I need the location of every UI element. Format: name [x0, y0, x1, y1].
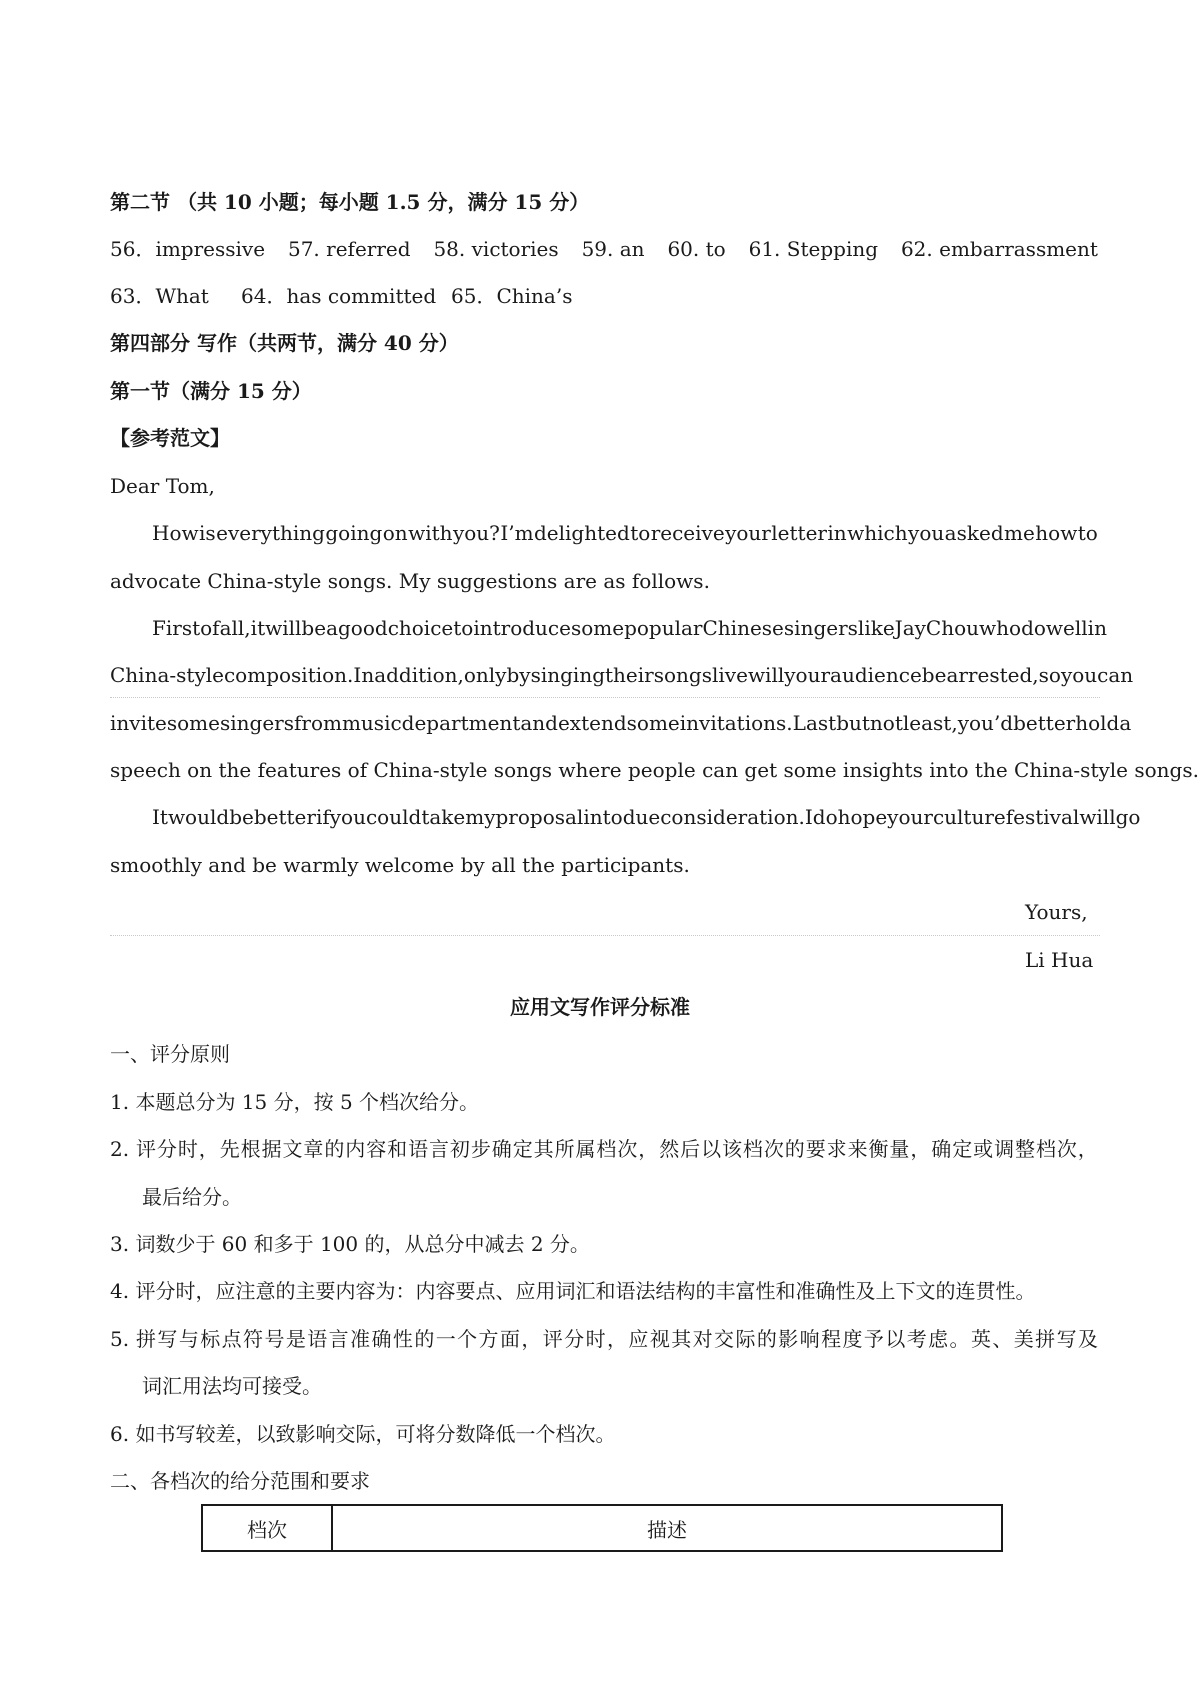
- word: well: [1045, 616, 1088, 640]
- word: who: [979, 616, 1022, 640]
- word: be: [229, 805, 254, 829]
- word: to: [1077, 521, 1098, 545]
- word: How: [152, 521, 199, 545]
- letter-p3-line2: smoothly and be warmly welcome by all the participants.: [110, 853, 690, 877]
- word: arrested,: [946, 663, 1039, 687]
- word: live: [712, 663, 748, 687]
- word: go: [1115, 805, 1141, 829]
- word: you: [1060, 663, 1098, 687]
- answer-61: 61. Stepping: [748, 237, 879, 261]
- word: you’d: [957, 711, 1014, 735]
- word: would: [167, 805, 230, 829]
- word: is: [199, 521, 216, 545]
- word: with: [408, 521, 453, 545]
- word: which: [847, 521, 908, 545]
- word: extend: [557, 711, 627, 735]
- word: consideration.: [660, 805, 805, 829]
- principle-item-5-number: 5.: [110, 1327, 130, 1351]
- answers-row-2: [110, 284, 572, 308]
- word: receive: [650, 521, 725, 545]
- answer-62: 62. embarrassment: [900, 237, 1098, 261]
- principle-item-6: 6. 如书写较差，以致影响交际，可将分数降低一个档次。: [110, 1422, 616, 1446]
- criteria-title: 应用文写作评分标准: [510, 995, 690, 1019]
- word: so: [1038, 663, 1061, 687]
- word: you: [329, 805, 366, 829]
- word: be: [921, 663, 947, 687]
- word: letter: [771, 521, 827, 545]
- word: into: [583, 805, 623, 829]
- letter-signature: Li Hua: [1025, 948, 1094, 972]
- answers-row-1: [110, 237, 1098, 261]
- table-header-description: 描述: [647, 1517, 687, 1542]
- dotted-divider-1: [110, 697, 1100, 698]
- word: some: [570, 616, 625, 640]
- word: better: [253, 805, 316, 829]
- word: songs: [653, 663, 712, 687]
- principle-item-2-line1: [110, 1137, 1098, 1161]
- letter-p2-line3: [110, 711, 1132, 735]
- word: will: [265, 616, 302, 640]
- word: do: [812, 805, 838, 829]
- word: due: [622, 805, 661, 829]
- word: singing: [530, 663, 606, 687]
- word: department: [401, 711, 521, 735]
- word: First: [152, 616, 201, 640]
- word: Jay: [894, 616, 926, 640]
- principle-item-3: 3. 词数少于 60 和多于 100 的，从总分中减去 2 分。: [110, 1232, 590, 1256]
- word: a: [1119, 711, 1132, 735]
- word: It: [152, 805, 168, 829]
- letter-p2-line4: speech on the features of China-style songs where people can get some insights into the China-style songs.: [110, 758, 1199, 782]
- word: not: [869, 711, 903, 735]
- word: introduce: [473, 616, 571, 640]
- word: good: [338, 616, 388, 640]
- word: hope: [837, 805, 888, 829]
- word: invite: [110, 711, 167, 735]
- word: a: [326, 616, 338, 640]
- word: from: [293, 711, 342, 735]
- word: Last: [792, 711, 837, 735]
- word: to: [453, 616, 474, 640]
- word: you?: [452, 521, 500, 545]
- letter-p2-line2: [110, 663, 1134, 687]
- score-table: [201, 1504, 1003, 1552]
- word: all,: [219, 616, 251, 640]
- answer-56: 56．impressive: [110, 237, 266, 261]
- answer-63: 63．What: [110, 284, 209, 308]
- part4-heading: 第四部分 写作（共两节，满分 40 分）: [110, 331, 459, 355]
- word: I: [804, 805, 813, 829]
- word: do: [1021, 616, 1046, 640]
- word: choice: [387, 616, 454, 640]
- word: China-style: [110, 663, 224, 687]
- letter-p1-line1: [152, 521, 1098, 545]
- answer-59: 59. an: [581, 237, 645, 261]
- word: you: [908, 521, 945, 545]
- word: asked: [944, 521, 1004, 545]
- word: on: [382, 521, 408, 545]
- answer-58: 58. victories: [433, 237, 559, 261]
- section2-heading: 第二节 （共 10 小题；每小题 1.5 分，满分 15 分）: [110, 190, 590, 214]
- word: festival: [1005, 805, 1080, 829]
- word: only: [463, 663, 507, 687]
- principle-item-4: 4. 评分时，应注意的主要内容为：内容要点、应用词汇和语法结构的丰富性和准确性及上下文的连贯性。: [110, 1279, 1036, 1303]
- word: your: [784, 663, 831, 687]
- word: some: [166, 711, 220, 735]
- principle-item-2-number: 2.: [110, 1137, 130, 1161]
- principle-item-5-line1: [110, 1327, 1098, 1351]
- word: to: [630, 521, 651, 545]
- principles-heading: 一、评分原则: [110, 1042, 230, 1066]
- word: my: [465, 805, 496, 829]
- word: their: [605, 663, 654, 687]
- letter-closing: Yours,: [1025, 900, 1088, 924]
- letter-p1-line2: advocate China-style songs. My suggestions are as follows.: [110, 569, 710, 593]
- answer-60: 60. to: [667, 237, 726, 261]
- word: music: [341, 711, 402, 735]
- word: of: [200, 616, 220, 640]
- word: in: [1087, 616, 1107, 640]
- answer-64: 64．has committed: [241, 284, 437, 308]
- word: proposal: [495, 805, 584, 829]
- word: culture: [932, 805, 1006, 829]
- word: popular: [624, 616, 703, 640]
- word: how: [1035, 521, 1078, 545]
- word: Chou: [925, 616, 980, 640]
- answer-57: 57. referred: [287, 237, 411, 261]
- table-header-level: 档次: [203, 1506, 333, 1550]
- word: everything: [216, 521, 325, 545]
- word: me: [1004, 521, 1035, 545]
- ranges-heading: 二、各档次的给分范围和要求: [110, 1469, 370, 1493]
- word: Chinese: [702, 616, 784, 640]
- word: and: [520, 711, 558, 735]
- word: In: [353, 663, 375, 687]
- principle-item-5-line2: 词汇用法均可接受。: [142, 1374, 322, 1398]
- word: singers: [219, 711, 294, 735]
- answer-65: 65．China’s: [451, 284, 573, 308]
- word: will: [747, 663, 785, 687]
- letter-p2-line1: [152, 616, 1107, 640]
- word: in: [827, 521, 847, 545]
- word: but: [836, 711, 870, 735]
- section1-heading: 第一节（满分 15 分）: [110, 379, 312, 403]
- word: will: [1079, 805, 1116, 829]
- word: addition,: [374, 663, 464, 687]
- letter-p3-line1: [152, 805, 1141, 829]
- principle-item-2-text: 评分时，先根据文章的内容和语言初步确定其所属档次，然后以该档次的要求来衡量，确定或调整档次，: [136, 1137, 1098, 1161]
- word: take: [421, 805, 466, 829]
- letter-greeting: Dear Tom,: [110, 474, 215, 498]
- dotted-divider-2: [110, 935, 1100, 936]
- principle-item-2-line2: 最后给分。: [142, 1185, 242, 1209]
- word: least,: [902, 711, 958, 735]
- word: it: [250, 616, 266, 640]
- word: your: [725, 521, 771, 545]
- word: be: [301, 616, 327, 640]
- sample-essay-label: 【参考范文】: [110, 426, 230, 450]
- word: I’m: [500, 521, 534, 545]
- word: invitations.: [679, 711, 793, 735]
- word: going: [325, 521, 383, 545]
- principle-item-5-text: 拼写与标点符号是语言准确性的一个方面，评分时，应视其对交际的影响程度予以考虑。英、美拼写及: [136, 1327, 1098, 1351]
- word: hold: [1075, 711, 1120, 735]
- word: some: [626, 711, 680, 735]
- word: singers: [783, 616, 858, 640]
- word: if: [315, 805, 330, 829]
- word: your: [887, 805, 933, 829]
- word: better: [1013, 711, 1076, 735]
- word: by: [506, 663, 531, 687]
- word: like: [857, 616, 895, 640]
- word: can: [1097, 663, 1134, 687]
- word: delighted: [533, 521, 630, 545]
- word: audience: [830, 663, 922, 687]
- principle-item-1: 1. 本题总分为 15 分，按 5 个档次给分。: [110, 1090, 480, 1114]
- word: could: [365, 805, 422, 829]
- word: composition.: [223, 663, 354, 687]
